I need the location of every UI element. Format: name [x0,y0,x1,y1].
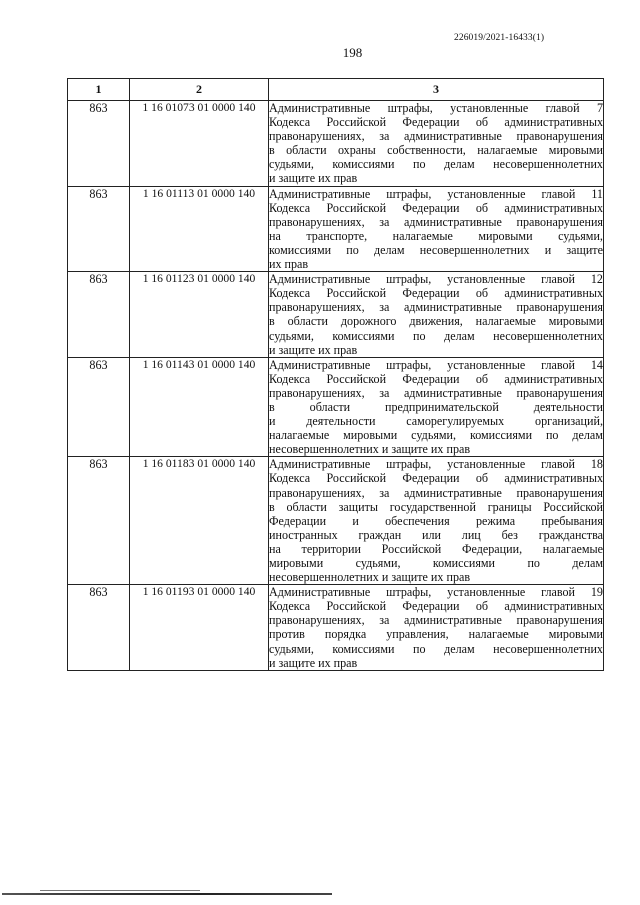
table-row [68,585,604,671]
budget-classification-code-cell: 1 16 01193 01 0000 140 [130,585,269,671]
description-line: и защите их прав [269,655,358,670]
document-reference-number: 226019/2021-16433(1) [454,33,545,43]
page-number: 198 [342,45,363,60]
description-line: правонарушениях, за административные правонарушения [269,485,603,500]
description-line: Административные штрафы, установленные главой 14 [269,357,603,372]
admin-code-cell: 863 [68,457,130,585]
admin-code-cell: 863 [68,186,130,272]
description-line: правонарушениях, за административные правонарушения [269,300,603,315]
budget-classification-code-cell: 1 16 01073 01 0000 140 [130,101,269,187]
admin-code-cell: 863 [68,101,130,187]
description-line: налагаемые мировыми судьями, комиссиями по делам [269,428,603,443]
description-line: Кодекса Российской Федерации об административных [269,200,603,215]
description-line: судьями, комиссиями по делам несовершеннолетних [269,157,603,172]
description-line: несовершеннолетних и защите их прав [269,442,471,457]
table-row [68,272,604,358]
table-row [68,101,604,187]
description-line: правонарушениях, за административные правонарушения [269,385,603,400]
description-line: иностранных граждан или лиц без гражданства [269,527,603,542]
admin-code-cell: 863 [68,357,130,457]
description-line: и защите их прав [269,342,358,357]
budget-classification-code-cell: 1 16 01183 01 0000 140 [130,457,269,585]
description-line: мировыми судьями, комиссиями по делам [269,556,603,570]
description-line: комиссиями по делам несовершеннолетних и защите [269,242,603,257]
description-line: их прав [269,257,309,272]
description-line: Административные штрафы, установленные главой 12 [269,272,603,287]
description-line: Федерации и обеспечения режима пребывания [269,513,603,528]
table-header-row [68,79,604,101]
budget-classification-code-cell: 1 16 01143 01 0000 140 [130,357,269,457]
description-line: в области охраны собственности, налагаемые мировыми [269,143,603,158]
description-line: на транспорте, налагаемые мировыми судьями, [269,228,603,243]
income-description-cell [269,101,604,187]
income-description-cell [269,186,604,272]
description-line: и защите их прав [269,171,358,186]
budget-classification-code-cell: 1 16 01123 01 0000 140 [130,272,269,358]
description-line: Административные штрафы, установленные главой 11 [269,186,603,201]
admin-code-cell: 863 [68,272,130,358]
table-row [68,457,604,585]
description-line: на территории Российской Федерации, налагаемые [269,541,603,556]
footer-scan-line [2,893,332,895]
description-line: в области защиты государственной границы Российской [269,499,603,514]
description-line: против порядка управления, налагаемые мировыми [269,627,603,642]
column-header-2: 2 [130,79,269,101]
description-line: и деятельности саморегулируемых организаций, [269,414,603,429]
description-line: в области дорожного движения, налагаемые мировыми [269,314,603,329]
income-description-cell [269,585,604,671]
budget-classification-code-cell: 1 16 01113 01 0000 140 [130,186,269,272]
description-line: Кодекса Российской Федерации об административных [269,286,603,301]
income-description-cell [269,457,604,585]
budget-codes-table [67,78,604,671]
description-line: правонарушениях, за административные правонарушения [269,613,603,628]
description-line: несовершеннолетних и защите их прав [269,570,471,585]
admin-code-cell: 863 [68,585,130,671]
description-line: Кодекса Российской Федерации об административных [269,115,603,130]
description-line: Кодекса Российской Федерации об административных [269,471,603,486]
description-line: судьями, комиссиями по делам несовершеннолетних [269,328,603,343]
description-line: Кодекса Российской Федерации об административных [269,371,603,386]
column-header-1: 1 [68,79,130,101]
description-line: Административные штрафы, установленные главой 7 [269,101,603,115]
description-line: правонарушениях, за административные правонарушения [269,214,603,229]
table-row [68,357,604,457]
description-line: правонарушениях, за административные правонарушения [269,129,603,144]
income-description-cell [269,357,604,457]
description-line: Административные штрафы, установленные главой 19 [269,585,603,600]
table-row [68,186,604,272]
description-line: Кодекса Российской Федерации об административных [269,599,603,614]
footer-scan-line-short [40,890,200,891]
column-header-3: 3 [269,79,604,101]
description-line: судьями, комиссиями по делам несовершеннолетних [269,641,603,656]
description-line: Административные штрафы, установленные главой 18 [269,457,603,472]
description-line: в области предпринимательской деятельности [269,399,603,414]
income-description-cell [269,272,604,358]
